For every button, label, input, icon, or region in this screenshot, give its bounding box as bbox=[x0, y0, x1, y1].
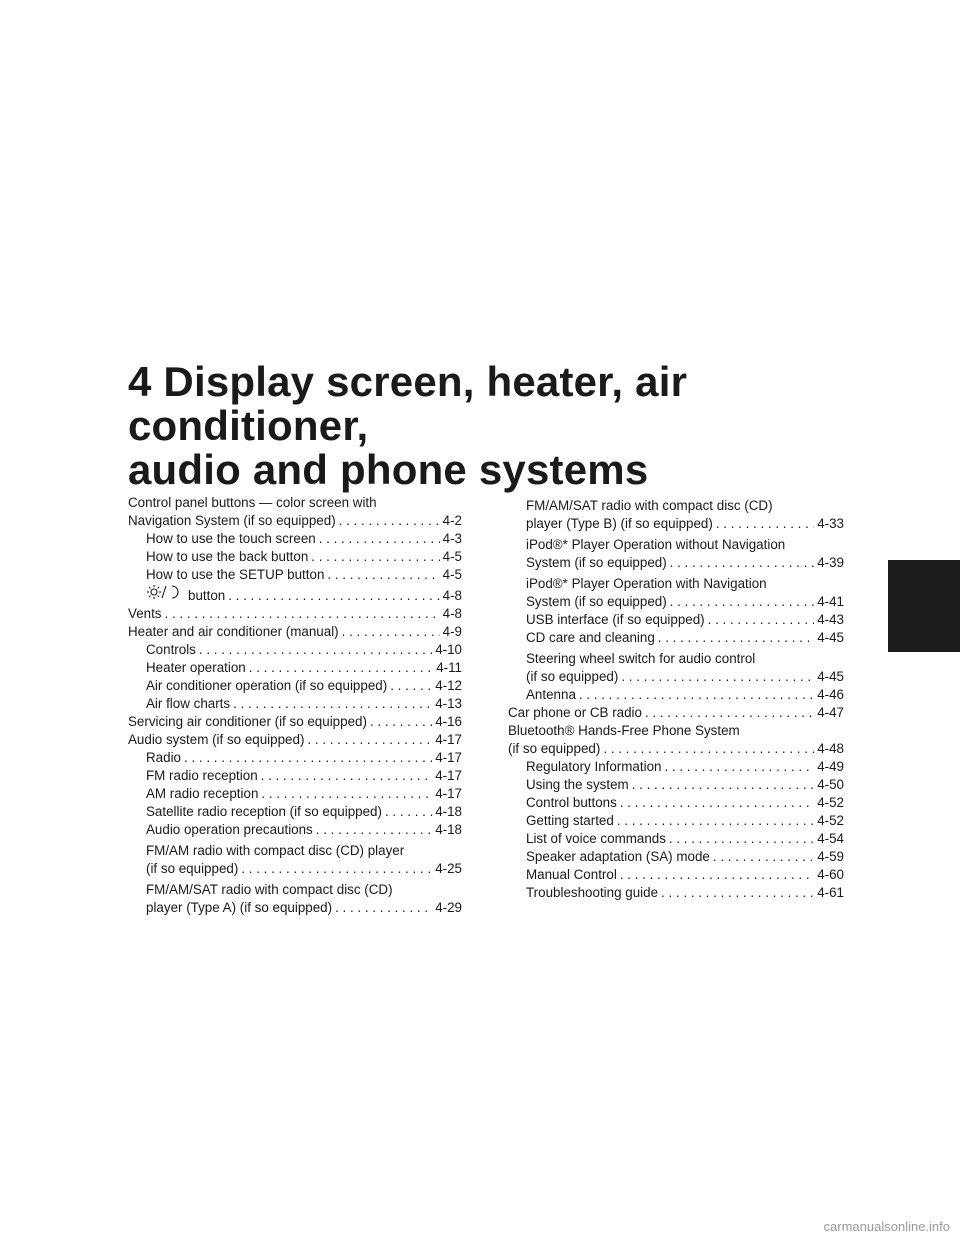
toc-page-number: 4-18 bbox=[435, 822, 462, 837]
dot-leader bbox=[307, 731, 432, 749]
dot-leader bbox=[661, 884, 814, 902]
toc-entry-title: How to use the SETUP button bbox=[146, 567, 325, 582]
toc-entry-title: Air conditioner operation (if so equipped) bbox=[146, 678, 388, 693]
toc-entry-title: (if so equipped) bbox=[508, 741, 601, 756]
dot-leader bbox=[249, 659, 433, 677]
toc-entry[interactable] bbox=[508, 776, 844, 794]
toc-page-number: 4-17 bbox=[435, 786, 462, 801]
toc-entry[interactable] bbox=[508, 794, 844, 812]
toc-entry[interactable] bbox=[128, 749, 462, 767]
toc-entry-title: AM radio reception bbox=[146, 786, 259, 801]
dot-leader bbox=[390, 677, 432, 695]
toc-page-number: 4-16 bbox=[435, 714, 462, 729]
dot-leader bbox=[617, 812, 814, 830]
toc-page-number: 4-18 bbox=[435, 804, 462, 819]
dot-leader bbox=[670, 593, 815, 611]
toc-entry[interactable] bbox=[128, 821, 462, 839]
toc-entry[interactable] bbox=[508, 536, 844, 572]
toc-page-number: 4-9 bbox=[442, 624, 462, 639]
toc-entry[interactable] bbox=[128, 605, 462, 623]
toc-entry-title: How to use the back button bbox=[146, 549, 309, 564]
toc-entry[interactable] bbox=[508, 848, 844, 866]
toc-entry[interactable] bbox=[128, 530, 462, 548]
toc-page-number: 4-3 bbox=[442, 531, 462, 546]
toc-entry[interactable] bbox=[128, 695, 462, 713]
toc-entry[interactable] bbox=[508, 686, 844, 704]
toc-entry[interactable] bbox=[128, 494, 462, 530]
toc-entry-title: Radio bbox=[146, 750, 181, 765]
toc-entry[interactable] bbox=[508, 497, 844, 533]
chapter-title-line-2: audio and phone systems bbox=[128, 446, 649, 493]
dot-leader bbox=[713, 848, 814, 866]
toc-page-number: 4-17 bbox=[435, 732, 462, 747]
dot-leader bbox=[669, 830, 814, 848]
toc-entry-title-line: iPod®* Player Operation without Navigation bbox=[526, 537, 786, 552]
toc-entry[interactable] bbox=[128, 713, 462, 731]
toc-page-number: 4-45 bbox=[817, 630, 844, 645]
toc-entry-title: Getting started bbox=[526, 813, 614, 828]
dot-leader bbox=[658, 629, 814, 647]
toc-entry-title-line: iPod®* Player Operation with Navigation bbox=[526, 576, 767, 591]
toc-page-number: 4-45 bbox=[817, 669, 844, 684]
dot-leader bbox=[370, 713, 432, 731]
dot-leader bbox=[339, 512, 440, 530]
dot-leader bbox=[228, 587, 439, 605]
toc-entry-title-line: FM/AM radio with compact disc (CD) player bbox=[146, 843, 405, 858]
toc-entry[interactable] bbox=[128, 659, 462, 677]
toc-entry[interactable] bbox=[508, 575, 844, 611]
toc-page-number: 4-61 bbox=[817, 885, 844, 900]
toc-page-number: 4-39 bbox=[817, 555, 844, 570]
toc-entry-title: Regulatory Information bbox=[526, 759, 662, 774]
toc-entry-title: Servicing air conditioner (if so equipped) bbox=[128, 714, 367, 729]
toc-entry[interactable] bbox=[128, 803, 462, 821]
toc-entry[interactable] bbox=[508, 830, 844, 848]
chapter-title bbox=[128, 360, 908, 492]
dot-leader bbox=[342, 623, 440, 641]
toc-page-number: 4-41 bbox=[817, 594, 844, 609]
toc-entry-title: Audio system (if so equipped) bbox=[128, 732, 305, 747]
toc-entry[interactable] bbox=[508, 812, 844, 830]
dot-leader bbox=[319, 530, 440, 548]
toc-entry-title: Navigation System (if so equipped) bbox=[128, 513, 336, 528]
toc-entry-title: Heater and air conditioner (manual) bbox=[128, 624, 339, 639]
dot-leader bbox=[621, 668, 814, 686]
toc-entry[interactable] bbox=[128, 731, 462, 749]
toc-entry[interactable] bbox=[128, 842, 462, 878]
toc-entry-title: List of voice commands bbox=[526, 831, 666, 846]
toc-entry-title: System (if so equipped) bbox=[526, 594, 667, 609]
toc-entry[interactable] bbox=[128, 584, 462, 605]
toc-entry-title: Manual Control bbox=[526, 867, 617, 882]
dot-leader bbox=[311, 548, 439, 566]
dot-leader bbox=[620, 866, 814, 884]
toc-entry[interactable] bbox=[128, 566, 462, 584]
toc-page-number: 4-17 bbox=[435, 750, 462, 765]
watermark: carmanualsonline.info bbox=[823, 1219, 950, 1234]
chapter-title-line-1: 4 Display screen, heater, air conditioner, bbox=[128, 358, 688, 449]
toc-page-number: 4-8 bbox=[442, 588, 462, 603]
toc-page-number: 4-17 bbox=[435, 768, 462, 783]
toc-entry[interactable] bbox=[128, 623, 462, 641]
dot-leader bbox=[199, 641, 432, 659]
toc-entry-title: Vents bbox=[128, 606, 162, 621]
toc-entry[interactable] bbox=[508, 722, 844, 758]
toc-entry-title-line: Steering wheel switch for audio control bbox=[526, 651, 756, 666]
toc-entry-title: Antenna bbox=[526, 687, 576, 702]
toc-entry[interactable] bbox=[508, 629, 844, 647]
toc-entry-title: Controls bbox=[146, 642, 196, 657]
dot-leader bbox=[708, 611, 815, 629]
toc-entry-title-line: FM/AM/SAT radio with compact disc (CD) bbox=[526, 498, 773, 513]
toc-entry-title: Heater operation bbox=[146, 660, 246, 675]
toc-entry-title: Speaker adaptation (SA) mode bbox=[526, 849, 710, 864]
dot-leader bbox=[603, 740, 814, 758]
toc-entry-title: System (if so equipped) bbox=[526, 555, 667, 570]
toc-entry[interactable] bbox=[128, 881, 462, 917]
toc-entry-title: Troubleshooting guide bbox=[526, 885, 659, 900]
dot-leader bbox=[664, 758, 814, 776]
toc-entry-title: USB interface (if so equipped) bbox=[526, 612, 705, 627]
toc-entry-title: Audio operation precautions bbox=[146, 822, 313, 837]
toc-entry-title: Car phone or CB radio bbox=[508, 705, 642, 720]
toc-page-number: 4-29 bbox=[435, 900, 462, 915]
toc-entry[interactable] bbox=[128, 677, 462, 695]
toc-page-number: 4-47 bbox=[817, 705, 844, 720]
toc-entry-title-line: Bluetooth® Hands-Free Phone System bbox=[508, 723, 740, 738]
dot-leader bbox=[316, 821, 432, 839]
dot-leader bbox=[645, 704, 814, 722]
dot-leader bbox=[165, 605, 440, 623]
toc-entry[interactable] bbox=[508, 884, 844, 902]
toc-entry-title: Air flow charts bbox=[146, 696, 231, 711]
toc-page-number: 4-49 bbox=[817, 759, 844, 774]
dot-leader bbox=[241, 860, 432, 878]
toc-page-number: 4-60 bbox=[817, 867, 844, 882]
toc-page-number: 4-10 bbox=[435, 642, 462, 657]
toc-entry[interactable] bbox=[508, 704, 844, 722]
toc-page-number: 4-46 bbox=[817, 687, 844, 702]
dot-leader bbox=[261, 785, 432, 803]
toc-page-number: 4-59 bbox=[817, 849, 844, 864]
dot-leader bbox=[670, 554, 815, 572]
dot-leader bbox=[261, 767, 433, 785]
dot-leader bbox=[716, 515, 814, 533]
chapter-tab-marker bbox=[888, 560, 960, 652]
toc-entry-title: player (Type B) (if so equipped) bbox=[526, 516, 713, 531]
toc-page-number: 4-33 bbox=[817, 516, 844, 531]
dot-leader bbox=[184, 749, 432, 767]
toc-entry-title: (if so equipped) bbox=[146, 861, 239, 876]
dot-leader bbox=[579, 686, 814, 704]
dot-leader bbox=[233, 695, 432, 713]
toc-entry-title-line: Control panel buttons — color screen with bbox=[128, 495, 377, 510]
toc-entry-title: Satellite radio reception (if so equipped) bbox=[146, 804, 382, 819]
toc-page-number: 4-5 bbox=[442, 567, 462, 582]
toc-entry[interactable] bbox=[128, 641, 462, 659]
toc-page-number: 4-13 bbox=[435, 696, 462, 711]
toc-page-number: 4-52 bbox=[817, 795, 844, 810]
toc-entry-title: CD care and cleaning bbox=[526, 630, 655, 645]
toc-entry-title: player (Type A) (if so equipped) bbox=[146, 900, 333, 915]
toc-entry-title: (if so equipped) bbox=[526, 669, 619, 684]
dot-leader bbox=[632, 776, 814, 794]
toc-page-number: 4-48 bbox=[817, 741, 844, 756]
toc-entry[interactable] bbox=[128, 767, 462, 785]
toc-page-number: 4-50 bbox=[817, 777, 844, 792]
toc-left-column bbox=[128, 494, 462, 917]
dot-leader bbox=[327, 566, 439, 584]
toc-page-number: 4-54 bbox=[817, 831, 844, 846]
toc-right-column bbox=[508, 494, 844, 902]
toc-entry[interactable] bbox=[508, 650, 844, 686]
toc-page-number: 4-5 bbox=[442, 549, 462, 564]
toc-entry-title: button bbox=[188, 588, 226, 603]
toc-entry-title: Using the system bbox=[526, 777, 629, 792]
toc-entry-title: Control buttons bbox=[526, 795, 617, 810]
toc-page-number: 4-52 bbox=[817, 813, 844, 828]
dot-leader bbox=[620, 794, 814, 812]
toc-page-number: 4-11 bbox=[436, 660, 462, 675]
toc-entry[interactable] bbox=[128, 548, 462, 566]
toc-entry[interactable] bbox=[508, 758, 844, 776]
toc-page-number: 4-12 bbox=[435, 678, 462, 693]
toc-page-number: 4-8 bbox=[442, 606, 462, 621]
toc-page-number: 4-2 bbox=[442, 513, 462, 528]
toc-entry-title-line: FM/AM/SAT radio with compact disc (CD) bbox=[146, 882, 393, 897]
dot-leader bbox=[385, 803, 432, 821]
toc-entry-title: How to use the touch screen bbox=[146, 531, 316, 546]
toc-entry[interactable] bbox=[508, 611, 844, 629]
dot-leader bbox=[335, 899, 432, 917]
toc-entry[interactable] bbox=[508, 866, 844, 884]
toc-page-number: 4-43 bbox=[817, 612, 844, 627]
toc-entry-title: FM radio reception bbox=[146, 768, 258, 783]
toc-page-number: 4-25 bbox=[435, 861, 462, 876]
day-night-icon bbox=[146, 584, 180, 600]
toc-entry[interactable] bbox=[128, 785, 462, 803]
